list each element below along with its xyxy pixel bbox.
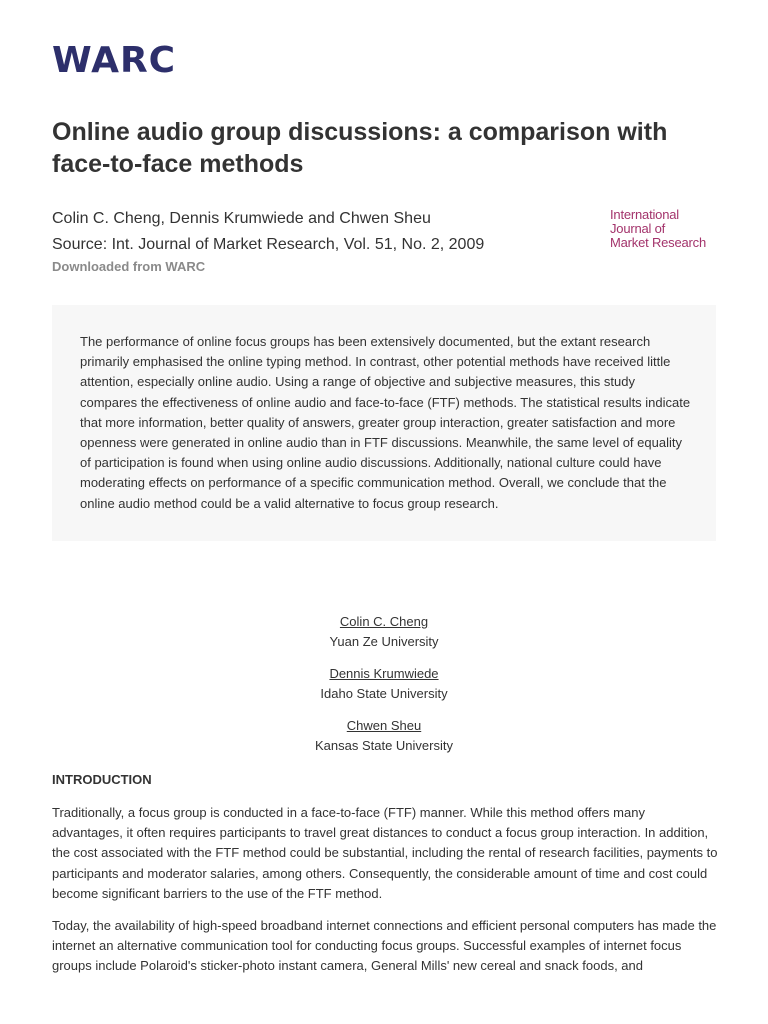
abstract-text: The performance of online focus groups has been extensively documented, but the extant research primarily emphasised the online typing method. In contrast, other potential methods have received little attention, especially online audio. Using a range of objective and subjective measures, this study compares the effectiveness of online audio and face-to-face (FTF) methods. The statistical results indicate that more information, better quality of answers, greater group interaction, greater satisfaction and more openness were generated in online audio than in FTF discussions. Meanwhile, the same level of equality of participation is found when using online audio discussions. Additionally, national culture could have moderating effects on performance of a specific communication method. Overall, we conclude that the online audio method could be a valid alternative to focus group research. (80, 334, 691, 511)
article-authors: Colin C. Cheng, Dennis Krumwiede and Chwen Sheu (52, 210, 431, 227)
journal-logo-line: Market Research (610, 235, 706, 250)
author-link[interactable]: Colin C. Cheng (339, 614, 429, 629)
body-paragraph: Today, the availability of high-speed broadband internet connections and efficient personal computers has made the internet an alternative communication tool for conducting focus groups. Successful examples of internet focus groups include Polaroid's sticker-photo instant camera, General Mills' new cereal and snack foods, and (52, 918, 717, 974)
affiliation-item (0, 612, 768, 652)
section-heading: INTRODUCTION (52, 772, 152, 787)
warc-logo[interactable]: WARC (52, 40, 177, 81)
article-title: Online audio group discussions: a comparison with face-to-face methods (52, 118, 668, 178)
journal-logo-line: Journal of (610, 221, 666, 236)
article-source: Source: Int. Journal of Market Research, Vol. 51, No. 2, 2009 (52, 236, 485, 253)
affiliation-item (0, 716, 768, 756)
affiliation-item (0, 664, 768, 704)
body-paragraph: Traditionally, a focus group is conducted in a face-to-face (FTF) manner. While this method offers many advantages, it often requires participants to travel great distances to conduct a focus group interaction. In addition, the cost associated with the FTF method could be substantial, including the rental of research facilities, payments to participants and moderator salaries, among others. Consequently, the considerable amount of time and cost could become significant barriers to the use of the FTF method. (52, 805, 718, 901)
journal-logo-line: International (610, 207, 679, 222)
author-university: Yuan Ze University (329, 634, 439, 649)
abstract-box (52, 305, 716, 541)
author-link[interactable]: Dennis Krumwiede (329, 666, 439, 681)
author-university: Kansas State University (314, 738, 453, 753)
author-affiliations (0, 612, 768, 768)
journal-logo (610, 208, 730, 250)
author-university: Idaho State University (320, 686, 448, 701)
downloaded-from-note: Downloaded from WARC (52, 259, 206, 274)
author-link[interactable]: Chwen Sheu (346, 718, 422, 733)
